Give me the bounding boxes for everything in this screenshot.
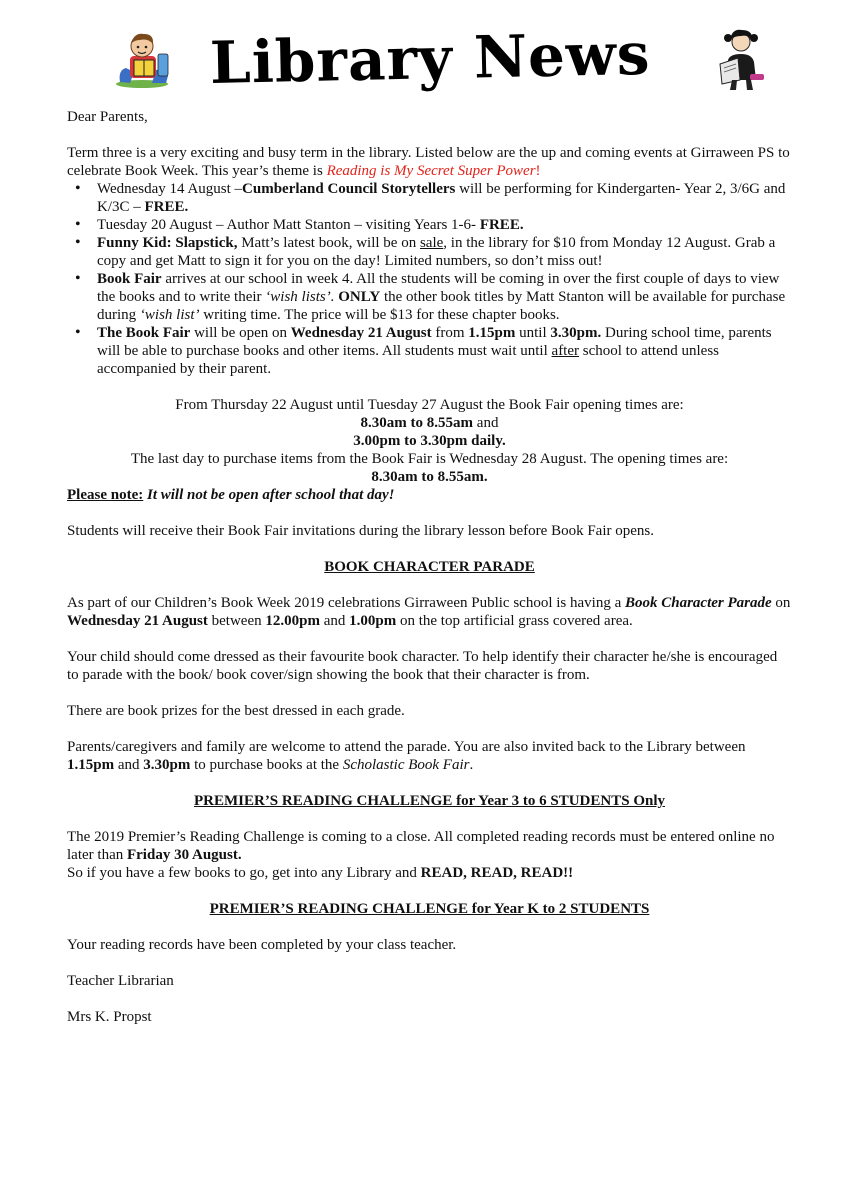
letter-body — [67, 108, 792, 1026]
list-item: • The Book Fair will be open on Wednesday 21 August from 1.15pm until 3.30pm. During school time, parents will be able to purchase books and other items. All students must wait until after school to attend unless accompanied by their parent. — [67, 324, 792, 378]
invitations-paragraph: Students will receive their Book Fair invitations during the library lesson before Book Fair opens. — [67, 523, 654, 539]
parade-paragraph-4: Parents/caregivers and family are welcome to attend the parade. You are also invited back to the Library between 1.15pm and 3.30pm to purchase books at the Scholastic Book Fair. — [67, 739, 746, 773]
prc-k-2-heading: PREMIER’S READING CHALLENGE for Year K to 2 STUDENTS — [209, 901, 650, 917]
list-item: • Book Fair arrives at our school in week 4. All the students will be coming in over the first couple of days to view the books and to write their ‘wish lists’. ONLY the other book titles by Matt Stanton will be available for purchase during ‘wish list’ writing time. The price will be $13 for these chapter books. — [67, 270, 792, 324]
prc-3-6-paragraph: The 2019 Premier’s Reading Challenge is coming to a close. All completed reading records must be entered online no later than Friday 30 August. — [67, 829, 775, 863]
prc-3-6-heading: PREMIER’S READING CHALLENGE for Year 3 to 6 STUDENTS Only — [193, 793, 666, 809]
newsletter-title: Library News — [209, 19, 652, 97]
masthead — [0, 20, 846, 100]
greeting: Dear Parents, — [67, 109, 148, 125]
parade-heading: BOOK CHARACTER PARADE — [324, 559, 535, 575]
signoff-name: Mrs K. Propst — [67, 1009, 152, 1025]
list-item: • Funny Kid: Slapstick, Matt’s latest book, will be on sale, in the library for $10 from Monday 12 August. Grab a copy and get Matt to sign it for you on the day! Limited numbers, so don’t miss out! — [67, 234, 792, 270]
prc-3-6-paragraph-2: So if you have a few books to go, get into any Library and READ, READ, READ!! — [67, 865, 574, 881]
boy-reading-icon — [112, 26, 176, 90]
events-list — [67, 180, 792, 378]
parade-paragraph-3: There are book prizes for the best dressed in each grade. — [67, 703, 405, 719]
parade-paragraph-1: As part of our Children’s Book Week 2019 celebrations Girraween Public school is having a Book Character Parade on Wednesday 21 August between 12.00pm and 1.00pm on the top artificial grass covered area. — [67, 595, 791, 629]
list-item: • Tuesday 20 August – Author Matt Stanton – visiting Years 1-6- FREE. — [67, 216, 792, 234]
girl-reading-icon — [716, 24, 766, 92]
fair-opening-times: From Thursday 22 August until Tuesday 27 August the Book Fair opening times are: 8.30am to 8.55am and 3.00pm to 3.30pm daily. The last day to purchase items from the Book Fair is Wednesday 28 August. The opening times are: 8.30am to 8.55am. — [130, 397, 729, 485]
signoff-role: Teacher Librarian — [67, 973, 174, 989]
prc-k-2-paragraph: Your reading records have been completed by your class teacher. — [67, 937, 457, 953]
please-note: Please note: It will not be open after school that day! — [67, 487, 395, 503]
list-item: • Wednesday 14 August –Cumberland Council Storytellers will be performing for Kindergarten- Year 2, 3/6G and K/3C – FREE. — [67, 180, 792, 216]
parade-paragraph-2: Your child should come dressed as their favourite book character. To help identify their character he/she is encouraged to parade with the book/ book cover/sign showing the book that their character is from. — [67, 649, 778, 683]
book-week-theme: Reading is My Secret Super Power — [326, 163, 536, 179]
intro-paragraph: Term three is a very exciting and busy term in the library. Listed below are the up and coming events at Girraween PS to celebrate Book Week. This year’s theme is Reading is My Secret Super Power! — [67, 145, 790, 179]
